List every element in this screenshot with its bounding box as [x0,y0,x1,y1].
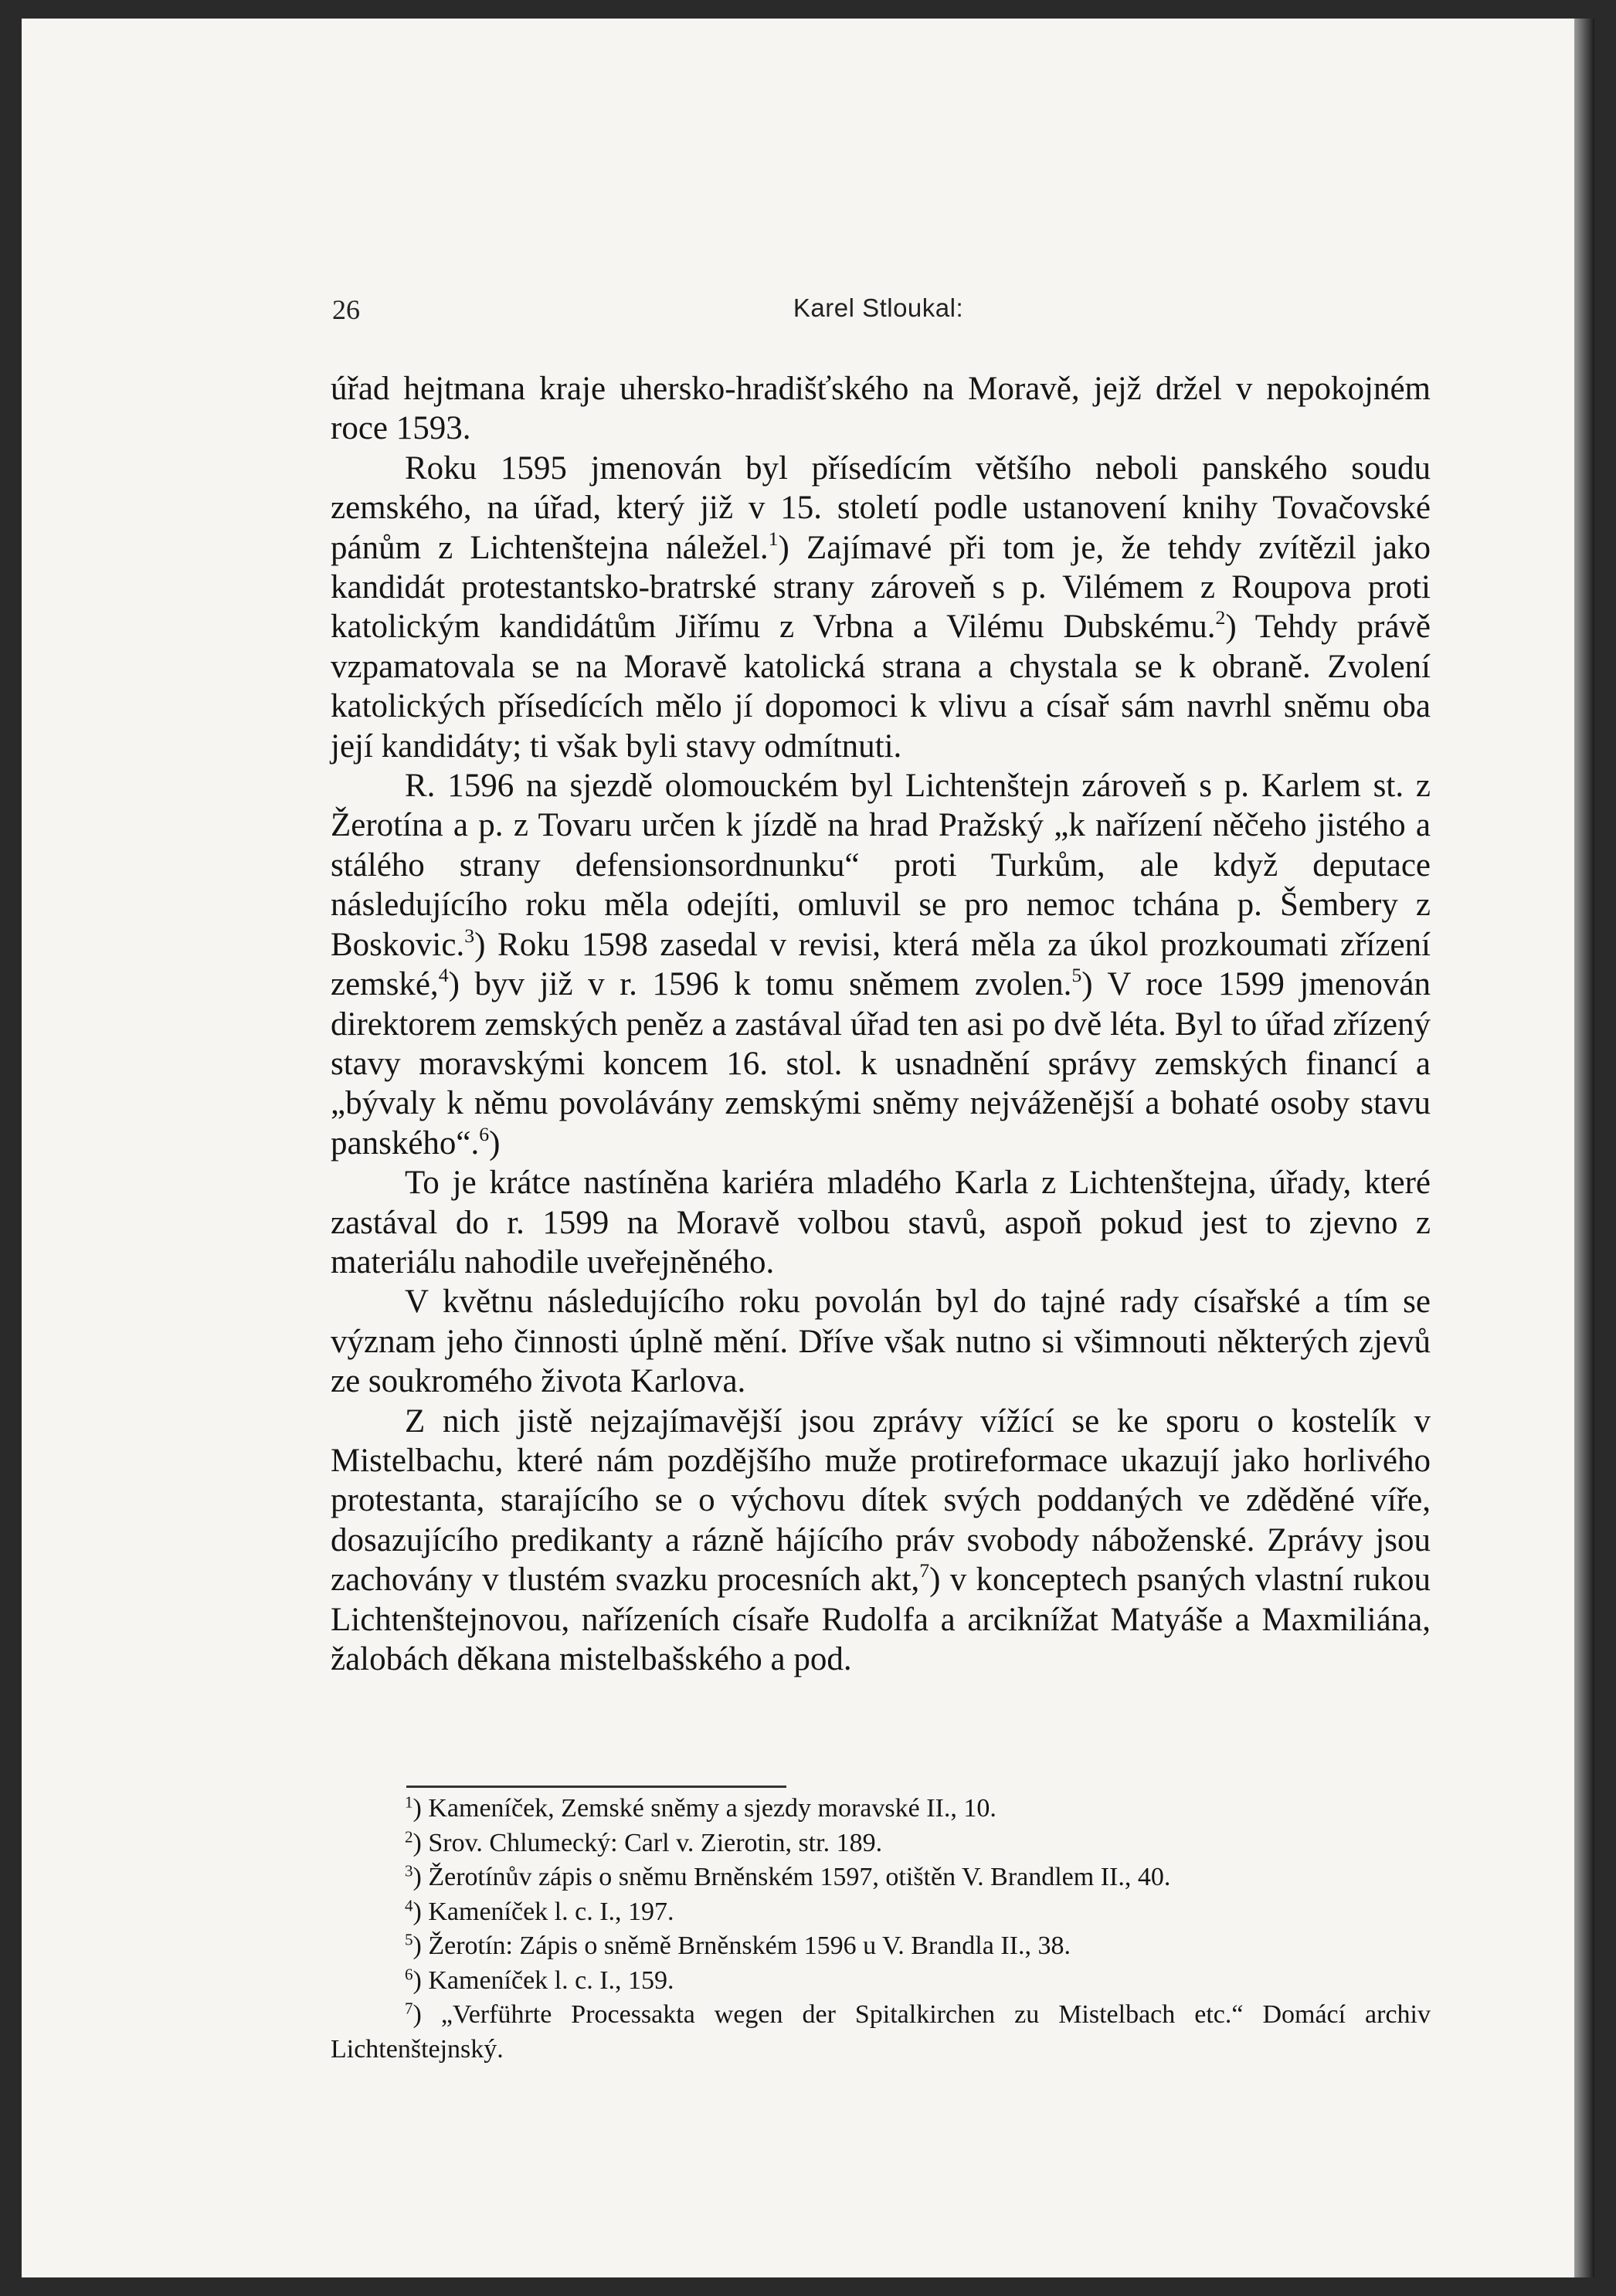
page-edge-shadow [1574,19,1594,2277]
footnote-ref[interactable]: 3 [464,924,475,947]
paragraph [331,1282,1431,1401]
footnote-text: ) Kameníček l. c. I., 159. [412,1965,674,1995]
footnote-ref[interactable]: 2 [1215,606,1226,629]
paragraph [331,449,1431,766]
paragraph-text: V květnu následujícího roku povolán byl do tajné rady císařské a tím se význam jeho činnosti úplně mění. Dříve však nutno si všimnouti některých zjevů ze soukromého života Karlova. [331,1284,1431,1400]
paragraph-text: To je krátce nastíněna kariéra mladého Karla z Lichtenštejna, úřady, které zastával do r. 1599 na Moravě volbou stavů, aspoň pokud jest to zjevno z materiálu nahodile uveřejněného. [331,1165,1431,1280]
paragraph-text: Z nich jistě nejzajímavější jsou zprávy vížící se ke sporu o kostelík v Mistelbachu, které nám pozdějšího muže protireformace ukazují jako horlivého protestanta, starajícího se o výchovu dítek svých poddaných ve zděděné víře, dosazujícího predikanty a rázně hájícího práv svobody náboženské. Zprávy jsou zachovány v tlustém svazku procesních akt, [331,1402,1431,1599]
footnote-mark: 7 [405,1999,413,2018]
running-title: Karel Stloukal: [793,293,964,322]
footnote-text: ) Kameníček l. c. I., 197. [412,1897,674,1926]
footnotes [331,1792,1431,2067]
paragraph [331,1163,1431,1282]
page-header [332,293,1424,332]
paragraph-text: ) Tehdy právě vzpamatovala se na Moravě katolická strana a chystala se k obraně. Zvolení katolických přísedících mělo jí dopomoci k vlivu a císař sám navrhl sněmu oba její kandidáty; ti však byli stavy odmítnuti. [331,609,1431,765]
paragraph-text: ) Roku 1598 zasedal v revisi, která měla za úkol prozkoumati zřízení zemské, [331,926,1431,1003]
page [22,19,1594,2277]
paragraph-text: R. 1596 na sjezdě olomouckém byl Lichtenštejn zároveň s p. Karlem st. z Žerotína a p. z Tovaru určen k jízdě na hrad Pražský „k nařízení něčeho jistého a stálého strany defensionsordnunku“ proti Turkům, ale když deputace následujícího roku měla odejíti, omluvil se pro nemoc tchána p. Šembery z Boskovic. [331,768,1431,963]
footnote-ref[interactable]: 1 [768,527,779,550]
footnote-mark: 5 [405,1930,413,1949]
paragraph [331,369,1431,449]
footnote [331,1998,1431,2067]
footnote-text: ) „Verführte Processakta wegen der Spitalkirchen zu Mistelbach etc.“ Domácí archiv Lichtenštejnský. [331,2000,1431,2064]
paragraph-text: ) v konceptech psaných vlastní rukou Lichtenštejnovou, nařízeních císaře Rudolfa a arciknížat Matyáše a Maxmiliána, žalobách děkana mistelbašského a pod. [331,1562,1431,1677]
footnote-mark: 4 [405,1895,413,1914]
footnote [331,1964,1431,1999]
footnote-text: ) Kameníček, Zemské sněmy a sjezdy moravské II., 10. [412,1794,996,1823]
paragraph [331,1402,1431,1680]
footnote-mark: 2 [405,1826,413,1846]
footnote-ref[interactable]: 5 [1071,964,1082,987]
footnote-ref[interactable]: 7 [919,1559,930,1582]
footnote-text: ) Srov. Chlumecký: Carl v. Zierotin, str. 189. [412,1828,883,1857]
body-text [331,369,1431,1679]
footnote-ref[interactable]: 4 [438,964,449,987]
footnote-mark: 1 [405,1792,413,1812]
paragraph-text: ) [489,1124,501,1162]
footnote-text: ) Žerotínův zápis o sněmu Brněnském 1597, otištěn V. Brandlem II., 40. [412,1863,1171,1891]
paragraph-text: ) byv již v r. 1596 k tomu sněmem zvolen. [448,966,1072,1003]
footnote-ref[interactable]: 6 [479,1122,490,1145]
paragraph-text: úřad hejtmana kraje uhersko-hradišťského na Moravě, jejž držel v nepokojném roce 1593. [331,371,1431,447]
paragraph [331,766,1431,1163]
page-number: 26 [332,294,360,325]
footnote [331,1792,1431,1826]
footnote [331,1895,1431,1930]
paragraph-text: ) Zajímavé při tom je, že tehdy zvítězil jako kandidát protestantsko-bratrské strany zároveň s p. Vilémem z Roupova proti katolickým kandidátům Jiřímu z Vrbna a Vilému Dubskému. [331,529,1431,646]
footnote-mark: 3 [405,1861,413,1881]
footnote [331,1826,1431,1861]
footnote [331,1929,1431,1964]
paragraph-text: ) V roce 1599 jmenován direktorem zemských peněz a zastával úřad ten asi po dvě léta. Byl to úřad zřízený stavy moravskými koncem 16. stol. k usnadnění správy zemských financí a „bývaly k němu povolávány zemskými sněmy nejváženější a bohaté osoby stavu panského“. [331,966,1431,1162]
footnote-divider [406,1786,786,1788]
footnote-mark: 6 [405,1964,413,1983]
footnote [331,1860,1431,1895]
footnote-text: ) Žerotín: Zápis o sněmě Brněnském 1596 u V. Brandla II., 38. [412,1931,1071,1960]
paragraph-text: Roku 1595 jmenován byl přísedícím většího neboli panského soudu zemského, na úřad, který již v 15. století podle ustanovení knihy Tovačovské pánům z Lichtenštejna náležel. [331,449,1431,566]
